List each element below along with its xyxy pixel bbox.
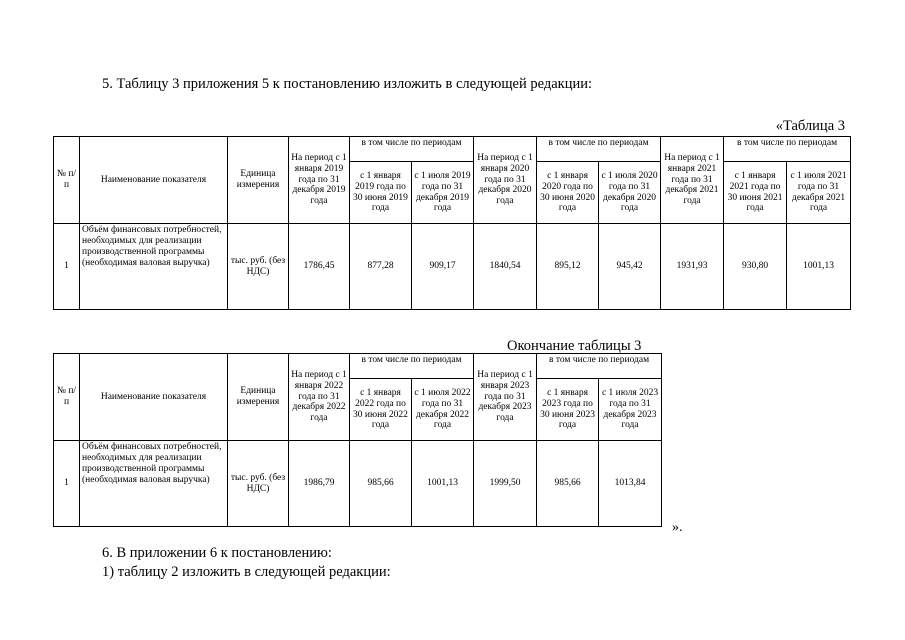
table-row — [54, 224, 851, 310]
header-2020-incl: в том числе по периодам — [537, 137, 661, 162]
row-num: 1 — [54, 224, 80, 310]
value-2020: 1840,54 — [474, 224, 537, 310]
value-2023: 1999,50 — [474, 441, 537, 527]
header-2023-h1: с 1 января 2023 года по 30 июня 2023 года — [537, 379, 599, 441]
value-2023-h1: 985,66 — [537, 441, 599, 527]
value-2021-h1: 930,80 — [724, 224, 787, 310]
header-2019-h1: с 1 января 2019 года по 30 июня 2019 года — [350, 162, 412, 224]
value-2022-h2: 1001,13 — [412, 441, 474, 527]
header-2020: На период с 1 января 2020 года по 31 декабря 2020 года — [474, 137, 537, 224]
header-2022-incl: в том числе по периодам — [350, 354, 474, 379]
table-3-caption: «Таблица 3 — [775, 118, 845, 134]
header-name: Наименование показателя — [80, 137, 228, 224]
row-num: 1 — [54, 441, 80, 527]
value-2023-h2: 1013,84 — [599, 441, 662, 527]
header-num: № п/п — [54, 137, 80, 224]
header-2021-h1: с 1 января 2021 года по 30 июня 2021 года — [724, 162, 787, 224]
value-2020-h1: 895,12 — [537, 224, 599, 310]
table-3-end — [53, 353, 662, 527]
paragraph-6-item-1: 1) таблицу 2 изложить в следующей редакции: — [102, 564, 391, 580]
closing-quote: ». — [672, 520, 683, 535]
header-2021-incl: в том числе по периодам — [724, 137, 851, 162]
value-2021: 1931,93 — [661, 224, 724, 310]
table-3 — [53, 136, 851, 310]
header-num: № п/п — [54, 354, 80, 441]
value-2019-h1: 877,28 — [350, 224, 412, 310]
value-2019: 1786,45 — [289, 224, 350, 310]
header-2023-h2: с 1 июля 2023 года по 31 декабря 2023 года — [599, 379, 662, 441]
value-2022: 1986,79 — [289, 441, 350, 527]
header-2022-h2: с 1 июля 2022 года по 31 декабря 2022 года — [412, 379, 474, 441]
row-unit: тыс. руб. (без НДС) — [228, 224, 289, 310]
header-2023: На период с 1 января 2023 года по 31 декабря 2023 года — [474, 354, 537, 441]
row-unit: тыс. руб. (без НДС) — [228, 441, 289, 527]
table-3-end-caption: Окончание таблицы 3 — [507, 338, 642, 354]
header-2019: На период с 1 января 2019 года по 31 декабря 2019 года — [289, 137, 350, 224]
paragraph-6: 6. В приложении 6 к постановлению: — [102, 545, 332, 561]
header-2020-h2: с 1 июля 2020 года по 31 декабря 2020 года — [599, 162, 661, 224]
value-2021-h2: 1001,13 — [787, 224, 851, 310]
header-unit: Единица измерения — [228, 137, 289, 224]
value-2019-h2: 909,17 — [412, 224, 474, 310]
value-2022-h1: 985,66 — [350, 441, 412, 527]
header-2019-incl: в том числе по периодам — [350, 137, 474, 162]
paragraph-5: 5. Таблицу 3 приложения 5 к постановлению изложить в следующей редакции: — [102, 76, 592, 92]
header-2023-incl: в том числе по периодам — [537, 354, 662, 379]
value-2020-h2: 945,42 — [599, 224, 661, 310]
row-name: Объём финансовых потребностей, необходимых для реализации производственной программы (необходимая валовая выручка) — [80, 224, 228, 310]
header-unit: Единица измерения — [228, 354, 289, 441]
header-2022-h1: с 1 января 2022 года по 30 июня 2022 года — [350, 379, 412, 441]
row-name: Объём финансовых потребностей, необходимых для реализации производственной программы (необходимая валовая выручка) — [80, 441, 228, 527]
header-2019-h2: с 1 июля 2019 года по 31 декабря 2019 года — [412, 162, 474, 224]
header-2022: На период с 1 января 2022 года по 31 декабря 2022 года — [289, 354, 350, 441]
header-name: Наименование показателя — [80, 354, 228, 441]
header-2021-h2: с 1 июля 2021 года по 31 декабря 2021 года — [787, 162, 851, 224]
header-2020-h1: с 1 января 2020 года по 30 июня 2020 года — [537, 162, 599, 224]
header-2021: На период с 1 января 2021 года по 31 декабря 2021 года — [661, 137, 724, 224]
table-row — [54, 441, 662, 527]
